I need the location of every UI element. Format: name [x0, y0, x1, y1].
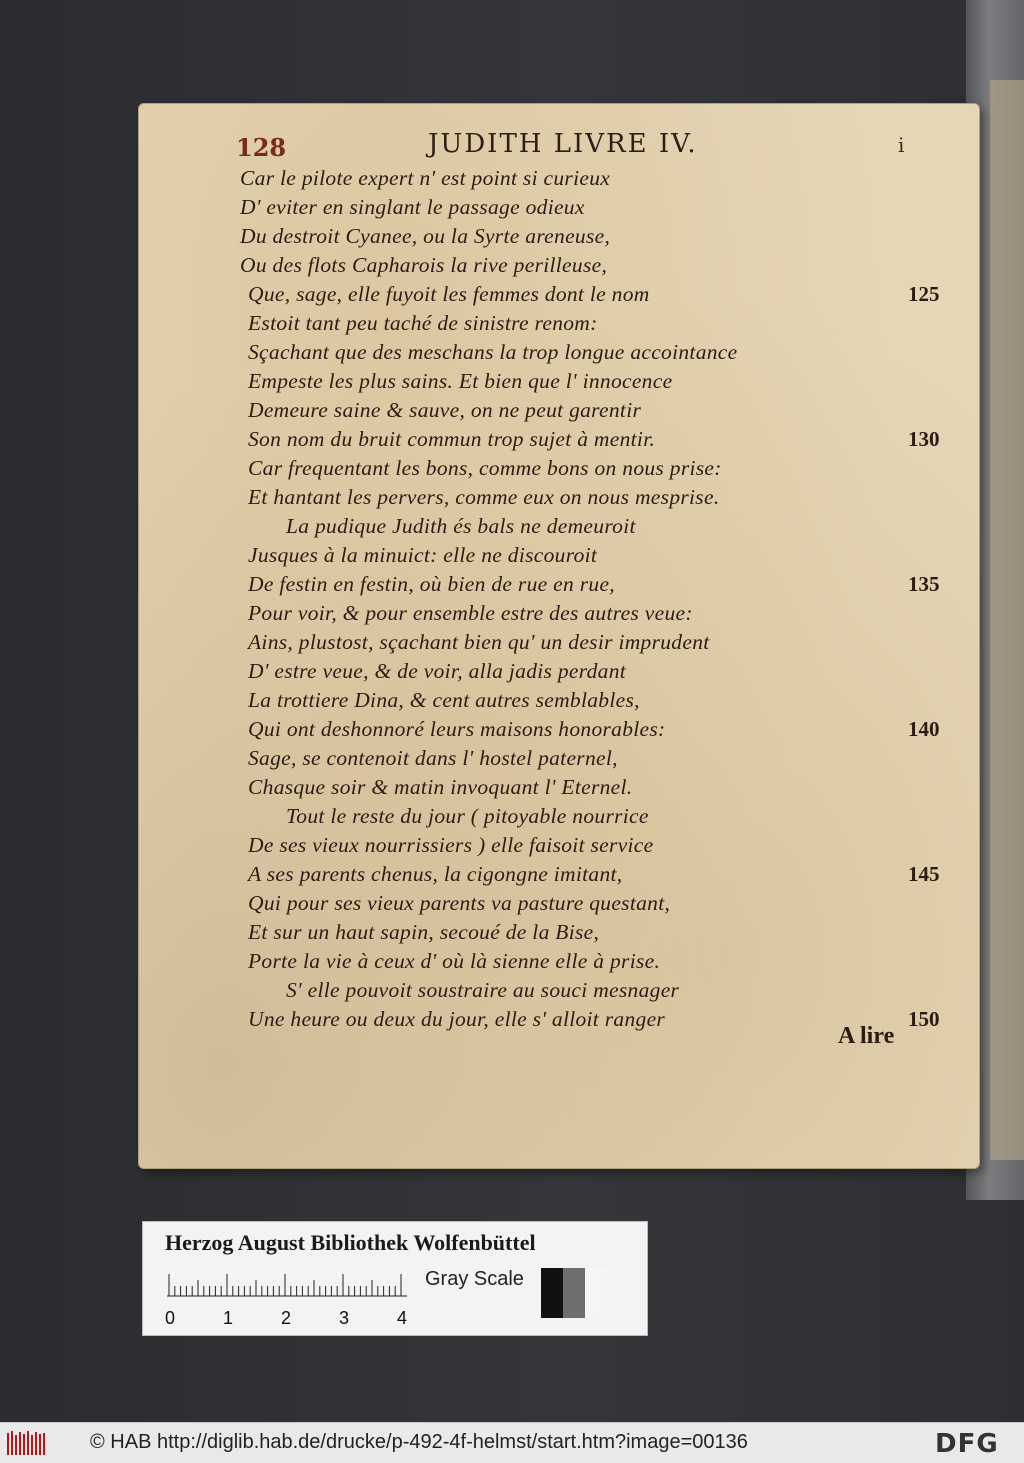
running-head: JUDITH LIVRE IV. [428, 129, 698, 159]
tick-label-1: 1 [223, 1308, 234, 1328]
verse-line: A ses parents chenus, la cigongne imitant, [248, 862, 623, 886]
verse-line: Tout le reste du jour ( pitoyable nourrice [286, 804, 649, 828]
swatch-black [541, 1268, 563, 1318]
line-number: 150 [908, 1007, 940, 1031]
gray-scale-label: Gray Scale [425, 1268, 524, 1290]
verse-line: Empeste les plus sains. Et bien que l' innocence [248, 369, 673, 393]
verse-line: De festin en festin, où bien de rue en rue, [248, 572, 615, 596]
verse-line: Car frequentant les bons, comme bons on nous prise: [248, 456, 722, 480]
verse-line: Ains, plustost, sçachant bien qu' un desir imprudent [248, 630, 710, 654]
tick-label-3: 3 [339, 1308, 350, 1328]
verse-line: Et sur un haut sapin, secoué de la Bise, [248, 920, 600, 944]
adjacent-page-edge [990, 80, 1024, 1160]
verse-line: S' elle pouvoit soustraire au souci mesnager [286, 978, 680, 1002]
color-scale-card [143, 1222, 647, 1335]
verse-line: Sage, se contenoit dans l' hostel paternel, [248, 746, 618, 770]
line-number: 130 [908, 427, 940, 451]
catchword: A lire [838, 1023, 895, 1049]
verse-line: Porte la vie à ceux d' où là sienne elle à prise. [248, 949, 661, 973]
verse-line: La trottiere Dina, & cent autres semblables, [248, 688, 640, 712]
verse-line: De ses vieux nourrissiers ) elle faisoit service [248, 833, 654, 857]
line-number: 135 [908, 572, 940, 596]
verse-line: Demeure saine & sauve, on ne peut garentir [248, 398, 642, 422]
verse-line: La pudique Judith és bals ne demeuroit [286, 514, 636, 538]
verse-line: Qui pour ses vieux parents va pasture questant, [248, 891, 671, 915]
swatch-gray [563, 1268, 585, 1318]
book-page [138, 103, 980, 1169]
verse-line: Que, sage, elle fuyoit les femmes dont le nom [248, 282, 650, 306]
copyright-link[interactable]: © HAB http://diglib.hab.de/drucke/p-492-4f-helmst/start.htm?image=00136 [90, 1431, 748, 1453]
hab-logo-icon [6, 1429, 46, 1457]
corner-mark: i [898, 133, 905, 157]
line-number: 145 [908, 862, 940, 886]
line-number: 140 [908, 717, 940, 741]
verse-line: Une heure ou deux du jour, elle s' alloit ranger [248, 1007, 666, 1031]
tick-label-4: 4 [397, 1308, 408, 1328]
verse-line: Sçachant que des meschans la trop longue accointance [248, 340, 738, 364]
page-number: 128 [236, 133, 287, 162]
dfg-logo-icon: DFG [935, 1429, 999, 1459]
verse-line: Et hantant les pervers, comme eux on nous mesprise. [248, 485, 720, 509]
footer-bar [0, 1422, 1024, 1463]
verse-line: Son nom du bruit commun trop sujet à mentir. [248, 427, 656, 451]
verse-line: Estoit tant peu taché de sinistre renom: [248, 311, 598, 335]
verse-line: Qui ont deshonnoré leurs maisons honorables: [248, 717, 666, 741]
verse-line: Ou des flots Capharois la rive perilleuse, [240, 253, 608, 277]
verse-line: D' estre veue, & de voir, alla jadis perdant [248, 659, 627, 683]
line-number: 125 [908, 282, 940, 306]
verse-line: Car le pilote expert n' est point si curieux [240, 166, 611, 190]
verse-line: Du destroit Cyanee, ou la Syrte areneuse, [240, 224, 611, 248]
verse-line: Pour voir, & pour ensemble estre des autres veue: [248, 601, 693, 625]
verse-line: Chasque soir & matin invoquant l' Eternel. [248, 775, 633, 799]
tick-label-2: 2 [281, 1308, 292, 1328]
verse-line: D' eviter en singlant le passage odieux [240, 195, 585, 219]
tick-label-0: 0 [165, 1308, 176, 1328]
ruler-icon [167, 1266, 407, 1306]
scale-card-title: Herzog August Bibliothek Wolfenbüttel [165, 1230, 536, 1255]
swatch-white [585, 1268, 607, 1318]
verse-line: Jusques à la minuict: elle ne discouroit [248, 543, 598, 567]
